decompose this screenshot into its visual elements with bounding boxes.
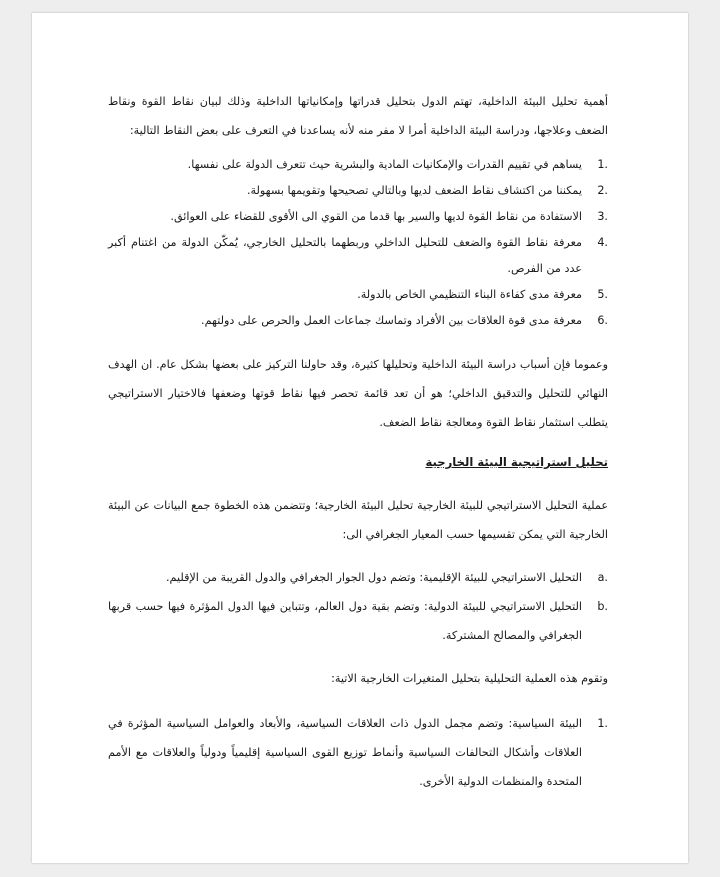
- summary-paragraph: وعموما فإن أسباب دراسة البيئة الداخلية وتحليلها كثيرة، وقد حاولنا التركيز على بعضها بشكل عام. ان الهدف النهائي للتحليل والتدقيق الداخلي؛ هو أن تعد قائمة تحصر فيها نقاط قوتها وضعفها فالاختيار الاستراتيجي يتطلب استثمار نقاط القوة ومعالجة نقاط الضعف.: [108, 358, 608, 429]
- list-marker: 6.: [597, 314, 608, 327]
- list-item: [108, 178, 608, 204]
- list-item-text: البيئة السياسية: وتضم مجمل الدول ذات العلاقات السياسية، والأبعاد والعوامل السياسية المؤثرة في العلاقات وأشكال التحالفات السياسية وأنماط توزيع القوى السياسية إقليمياً ودولياً والعلاقات مع الأمم المتحدة والمنظمات الدولية الأخرى.: [108, 717, 582, 788]
- list-item: [108, 709, 608, 796]
- list-item: [108, 308, 608, 334]
- list-marker: 2.: [597, 184, 608, 197]
- internal-points-list: [108, 152, 608, 334]
- list-item: [108, 230, 608, 282]
- list-marker: 1.: [597, 158, 608, 171]
- list-item-text: التحليل الاستراتيجي للبيئة الدولية: وتضم بقية دول العالم، وتتباين فيها الدول المؤثرة فيها حسب قربها الجغرافي والمصالح المشتركة.: [108, 600, 582, 642]
- list-item: [108, 152, 608, 178]
- list-item-text: يساهم في تقييم القدرات والإمكانيات المادية والبشرية حيث تتعرف الدولة على نفسها.: [187, 158, 582, 171]
- list-item-text: الاستفادة من نقاط القوة لديها والسير بها قدما من القوي الى الأقوى للقضاء على العوائق.: [170, 210, 582, 223]
- list-item-text: التحليل الاستراتيجي للبيئة الإقليمية: وتضم دول الجوار الجغرافي والدول القريبة من الإقليم.: [166, 571, 582, 584]
- list-item: [108, 282, 608, 308]
- list-marker: a.: [597, 571, 608, 584]
- list-item: [108, 204, 608, 230]
- variables-intro-paragraph: وتقوم هذه العملية التحليلية بتحليل المتغيرات الخارجية الاتية:: [331, 672, 608, 685]
- list-marker: 1.: [597, 717, 608, 730]
- geo-types-list: [108, 563, 608, 650]
- list-item: [108, 592, 608, 650]
- list-item-text: معرفة مدى قوة العلاقات بين الأفراد وتماسك جماعات العمل والحرص على دولتهم.: [201, 314, 582, 327]
- document-page: [32, 13, 688, 863]
- list-item: [108, 563, 608, 592]
- document-content: [108, 87, 608, 796]
- list-marker: 5.: [597, 288, 608, 301]
- section-heading: تحليل استراتيجية البيئة الخارجية: [425, 455, 608, 469]
- list-item-text: معرفة نقاط القوة والضعف للتحليل الداخلي وربطهما بالتحليل الخارجي، يُمكّن الدولة من اغتنام أكبر عدد من الفرص.: [108, 236, 582, 275]
- list-marker: 4.: [597, 236, 608, 249]
- list-item-text: يمكننا من اكتشاف نقاط الضعف لديها وبالتالي تصحيحها وتقويمها بسهولة.: [246, 184, 582, 197]
- external-intro-paragraph: عملية التحليل الاستراتيجي للبيئة الخارجية تحليل البيئة الخارجية؛ وتتضمن هذه الخطوة جمع البيانات عن البيئة الخارجية التي يمكن تقسيمها حسب المعيار الجغرافي الى:: [108, 499, 608, 541]
- variables-list: [108, 709, 608, 796]
- list-marker: b.: [597, 600, 608, 613]
- list-marker: 3.: [597, 210, 608, 223]
- list-item-text: معرفة مدى كفاءة البناء التنظيمي الخاص بالدولة.: [357, 288, 582, 301]
- intro-paragraph: أهمية تحليل البيئة الداخلية، تهتم الدول بتحليل قدراتها وإمكانياتها الداخلية وذلك لبيان نقاط القوة ونقاط الضعف وعلاجها، ودراسة البيئة الداخلية أمرا لا مفر منه لأنه يساعدنا في التعرف على بعض النقاط التالية:: [108, 95, 608, 137]
